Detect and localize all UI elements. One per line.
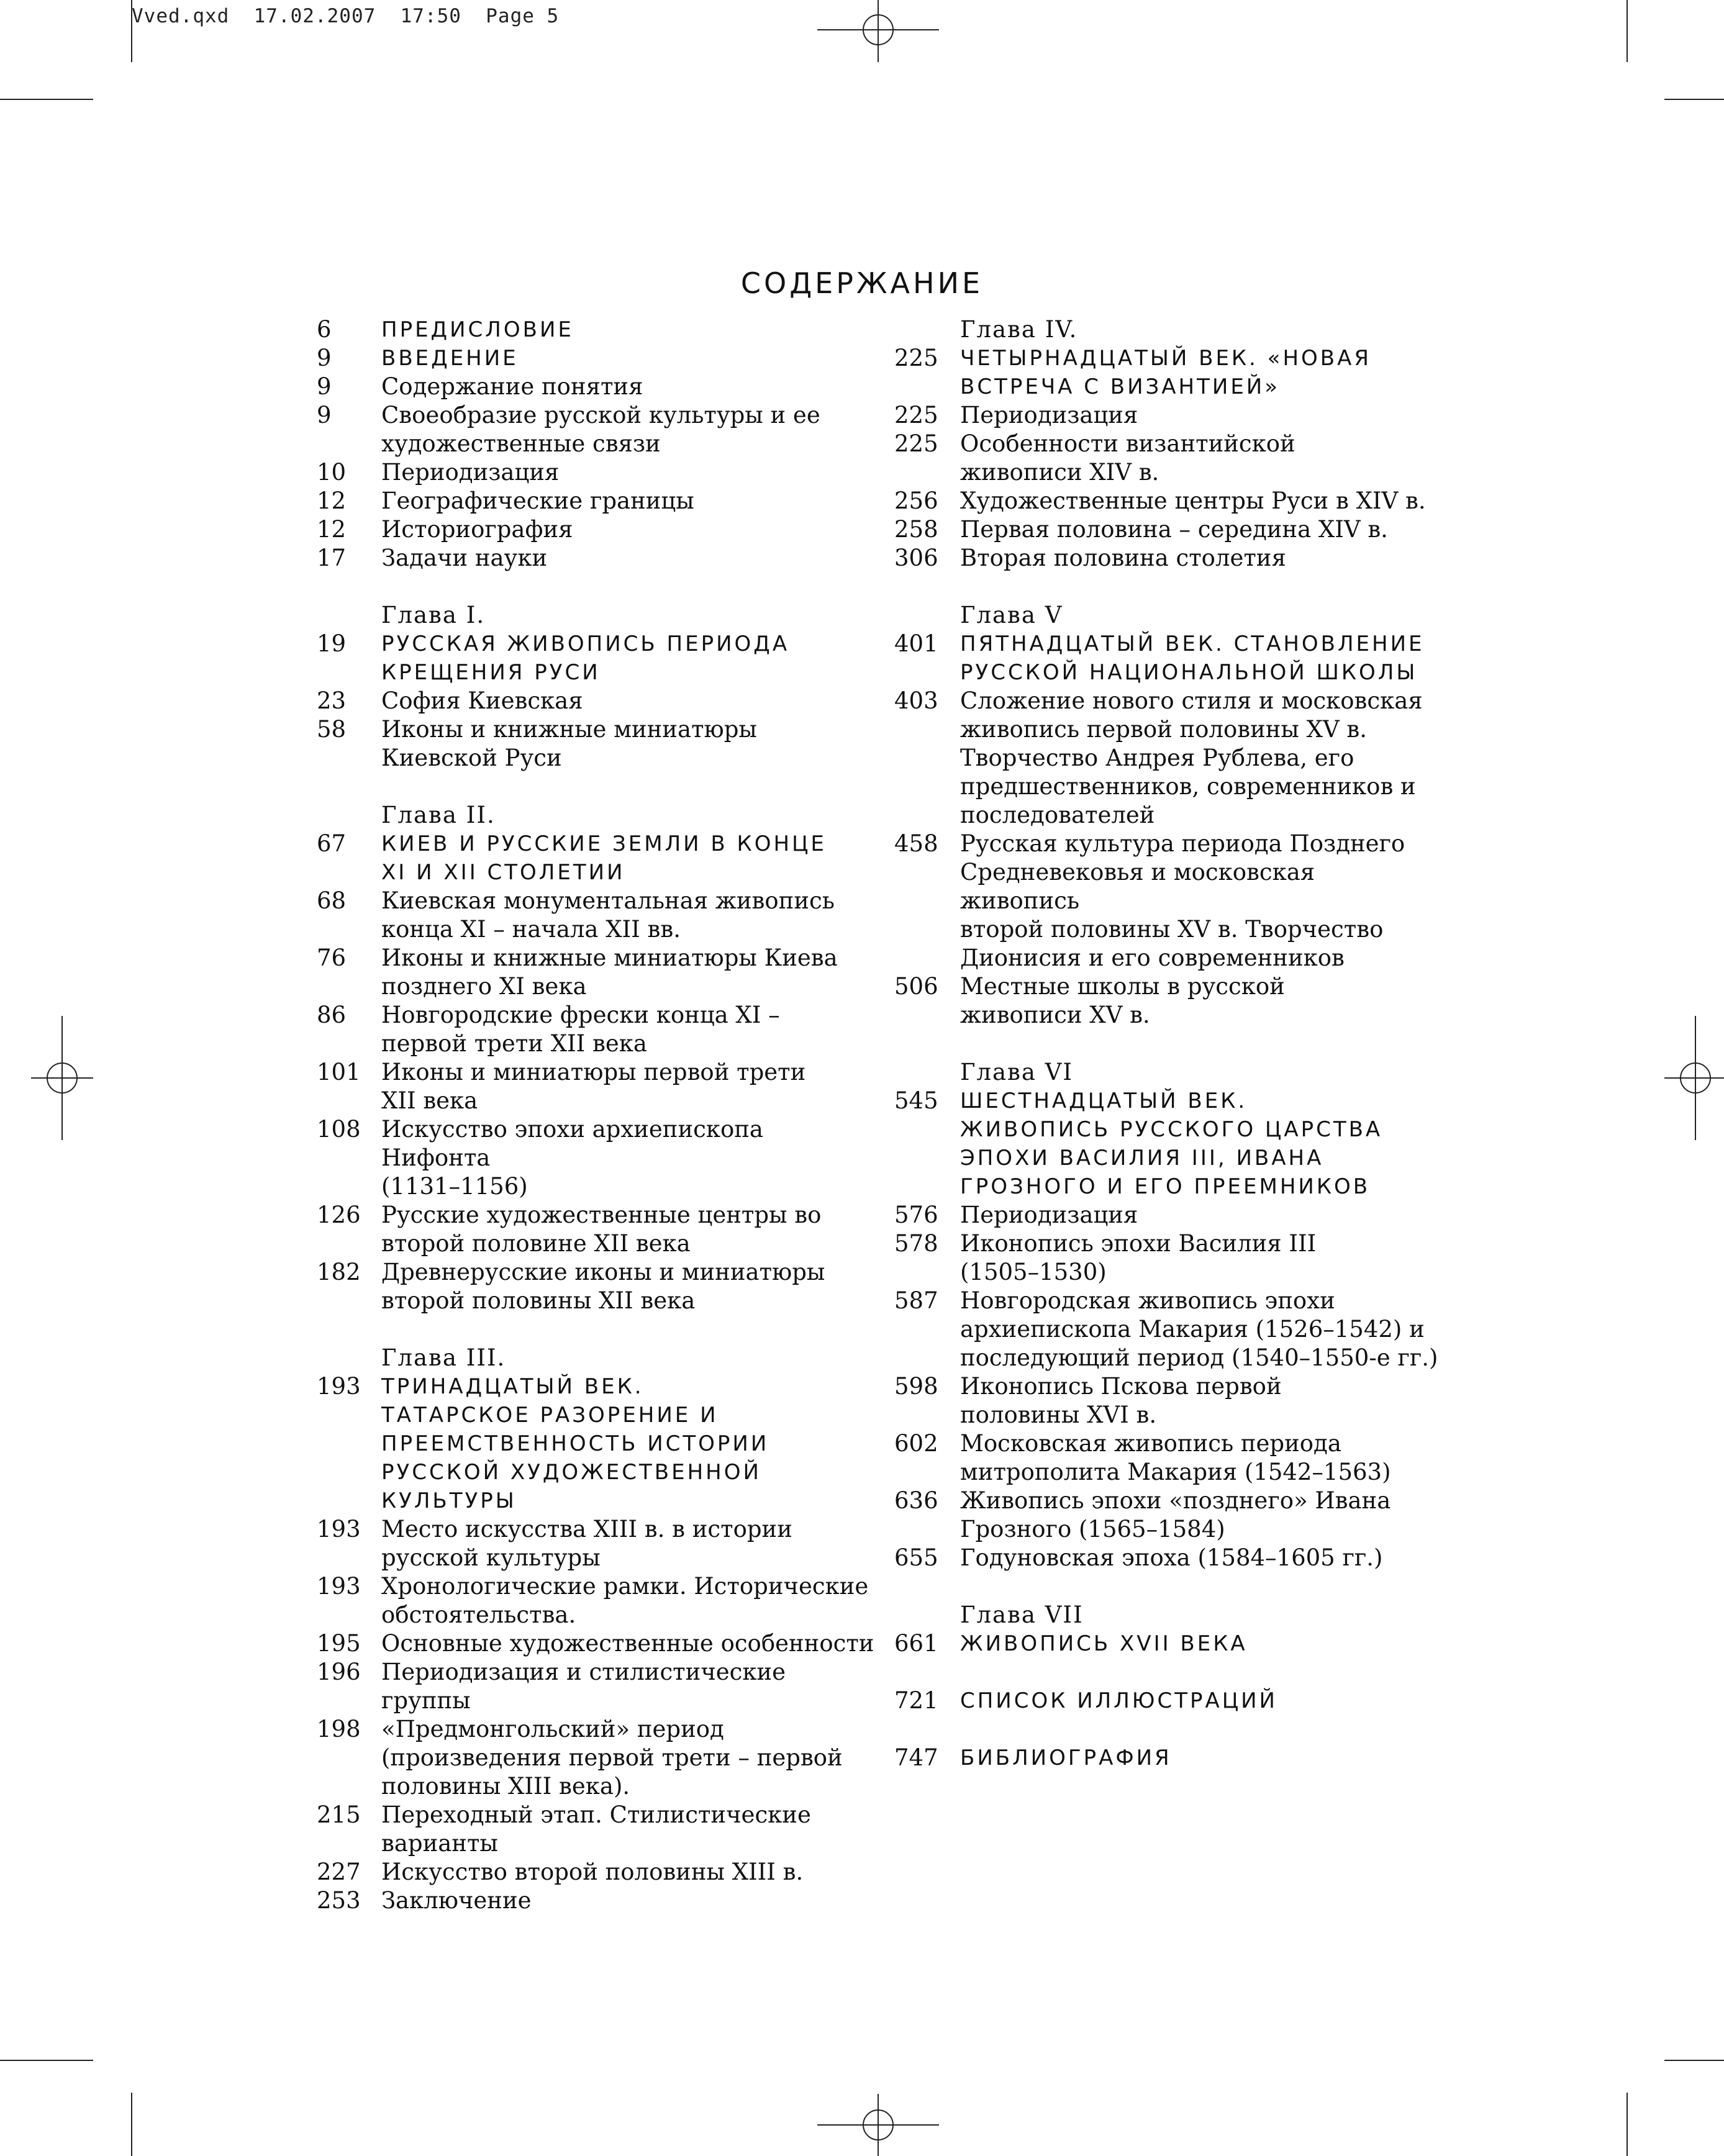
toc-entry-line: позднего XI века [381, 973, 587, 1000]
toc-page-number: 545 [894, 1087, 938, 1114]
toc-entry-line: XI И XII СТОЛЕТИИ [381, 860, 625, 885]
toc-page-number: 506 [894, 973, 938, 1000]
toc-page-number: 19 [317, 630, 347, 657]
toc-page-number: 108 [317, 1116, 361, 1143]
toc-page-number: 721 [894, 1687, 938, 1714]
toc-entry-title [381, 1658, 876, 1715]
toc-entry-title [381, 487, 876, 515]
toc-entry [317, 830, 876, 887]
toc-entry [894, 487, 1441, 515]
toc-entry [317, 1658, 876, 1715]
toc-entry-line: живописи XIV в. [960, 459, 1159, 486]
toc-entry [317, 1858, 876, 1886]
toc-entry-line: Художественные центры Руси в XIV в. [960, 487, 1426, 514]
toc-entry-title [960, 830, 1441, 972]
toc-entry-title [381, 401, 876, 458]
toc-entry-line: Киевская монументальная живопись [381, 887, 835, 914]
toc-entry-line: Своеобразие русской культуры и ее [381, 402, 820, 428]
toc-entry-line: КИЕВ И РУССКИЕ ЗЕМЛИ В КОНЦЕ [381, 831, 827, 856]
toc-entry-line: XII века [381, 1087, 478, 1114]
toc-section-heading [381, 315, 876, 344]
toc-page-number: 193 [317, 1373, 361, 1400]
toc-entry-line: художественные связи [381, 430, 661, 457]
toc-right-column [894, 315, 1441, 1772]
toc-page-number: 6 [317, 316, 332, 343]
toc-entry-line: Новгородская живопись эпохи [960, 1287, 1335, 1314]
toc-page-number: 182 [317, 1259, 361, 1285]
toc-entry-title [960, 687, 1441, 830]
toc-entry [317, 715, 876, 772]
toc-entry-line: Основные художественные особенности [381, 1630, 874, 1657]
page-title: СОДЕРЖАНИЕ [740, 266, 984, 300]
toc-entry-line: Первая половина – середина XIV в. [960, 516, 1388, 543]
toc-entry-line: Историография [381, 516, 573, 543]
toc-entry [317, 487, 876, 515]
toc-entry-line: ЧЕТЫРНАДЦАТЫЙ ВЕК. «НОВАЯ [960, 346, 1372, 371]
toc-page-number: 401 [894, 630, 938, 657]
toc-entry [317, 687, 876, 715]
toc-entry [317, 1572, 876, 1629]
toc-entry-line: Географические границы [381, 487, 694, 514]
toc-entry [894, 1687, 1441, 1715]
toc-entry-line: Иконы и книжные миниатюры [381, 716, 757, 743]
toc-page-number: 195 [317, 1630, 361, 1657]
toc-entry-title [381, 1001, 876, 1058]
toc-page-number: 86 [317, 1002, 347, 1028]
toc-page-number: 9 [317, 373, 332, 400]
toc-entry-title [381, 1715, 876, 1801]
toc-page-number: 225 [894, 345, 938, 371]
toc-entry [894, 401, 1441, 430]
toc-entry-line: (1505–1530) [960, 1259, 1107, 1285]
toc-entry [317, 1629, 876, 1658]
toc-entry [894, 1629, 1441, 1658]
toc-page-number: 76 [317, 944, 347, 971]
toc-entry [317, 1001, 876, 1058]
toc-entry-line: Киевской Руси [381, 745, 562, 771]
toc-page-number: 258 [894, 516, 938, 543]
toc-entry-line: Русская культура периода Позднего [960, 830, 1405, 857]
toc-page-number: 67 [317, 830, 347, 857]
toc-entry [894, 687, 1441, 830]
toc-entry-title [960, 401, 1441, 430]
toc-page-number: 193 [317, 1516, 361, 1542]
toc-entry-title [381, 887, 876, 944]
toc-page-number: 598 [894, 1373, 938, 1400]
toc-entry-line: София Киевская [381, 687, 583, 714]
toc-entry-title [381, 1058, 876, 1115]
chapter-label: Глава VI [960, 1059, 1074, 1085]
toc-entry [894, 544, 1441, 573]
toc-entry-title [960, 1230, 1441, 1287]
toc-entry [317, 401, 876, 458]
toc-section-heading [960, 1744, 1441, 1772]
toc-page-number: 256 [894, 487, 938, 514]
toc-entry [894, 344, 1441, 401]
section-spacer [317, 772, 876, 801]
toc-entry-title [381, 944, 876, 1001]
toc-page-number: 58 [317, 716, 347, 743]
toc-entry [317, 315, 876, 344]
toc-entry [317, 1715, 876, 1801]
toc-entry-line: «Предмонгольский» период [381, 1716, 724, 1742]
toc-entry-line: Годуновская эпоха (1584–1605 гг.) [960, 1544, 1383, 1571]
section-spacer [317, 1315, 876, 1344]
toc-entry-title [960, 1544, 1441, 1572]
chapter-label: Глава VII [960, 1601, 1084, 1628]
toc-section-heading [960, 1087, 1441, 1201]
toc-entry-title [960, 1429, 1441, 1487]
toc-entry-line: живописи XV в. [960, 1002, 1150, 1028]
toc-page-number: 587 [894, 1287, 938, 1314]
toc-entry-line: Иконы и миниатюры первой трети [381, 1059, 806, 1085]
toc-entry-line: (произведения первой трети – первой [381, 1744, 843, 1771]
toc-entry-line: Особенности византийской [960, 430, 1295, 457]
toc-entry [894, 1287, 1441, 1372]
toc-page-number: 9 [317, 402, 332, 428]
toc-entry-line: ВВЕДЕНИЕ [381, 346, 519, 371]
toc-entry-line: Древнерусские иконы и миниатюры [381, 1259, 825, 1285]
toc-page-number: 68 [317, 887, 347, 914]
toc-entry-title [960, 1372, 1441, 1429]
toc-page-number: 215 [317, 1801, 361, 1828]
toc-entry-line: Хронологические рамки. Исторические [381, 1573, 869, 1600]
toc-entry-title [960, 1287, 1441, 1372]
toc-entry-line: ЭПОХИ ВАСИЛИЯ III, ИВАНА [960, 1146, 1324, 1171]
toc-entry-line: второй половины XV в. Творчество [960, 916, 1384, 943]
toc-entry [317, 373, 876, 401]
toc-entry [894, 1487, 1441, 1544]
toc-page-number: 306 [894, 545, 938, 571]
toc-entry-line: Задачи науки [381, 545, 548, 571]
toc-entry-line: половины XIII века). [381, 1773, 630, 1800]
toc-entry [317, 544, 876, 573]
toc-entry-title [381, 1258, 876, 1315]
chapter-label: Глава IV. [960, 316, 1078, 343]
toc-page-number: 193 [317, 1573, 361, 1600]
toc-entry-line: Периодизация и стилистические группы [381, 1659, 786, 1714]
section-spacer [894, 1572, 1441, 1601]
toc-entry-line: БИБЛИОГРАФИЯ [960, 1746, 1172, 1770]
toc-entry-line: Иконопись Пскова первой [960, 1373, 1282, 1400]
toc-entry [317, 344, 876, 373]
toc-entry-line: варианты [381, 1830, 498, 1857]
toc-entry-line: Содержание понятия [381, 373, 643, 400]
toc-entry-line: архиепископа Макария (1526–1542) и [960, 1316, 1425, 1343]
toc-entry-title [381, 1515, 876, 1572]
toc-entry-line: живопись первой половины XV в. [960, 716, 1368, 743]
toc-entry-line: Искусство эпохи архиепископа Нифонта [381, 1116, 763, 1171]
toc-entry-title [381, 515, 876, 544]
toc-entry-line: Сложение нового стиля и московская [960, 687, 1423, 714]
chapter-label: Глава I. [381, 602, 486, 628]
toc-entry [317, 1115, 876, 1201]
toc-entry [317, 515, 876, 544]
chapter-label: Глава III. [381, 1344, 506, 1371]
toc-entry-line: РУССКОЙ НАЦИОНАЛЬНОЙ ШКОЛЫ [960, 660, 1418, 685]
toc-page-number: 12 [317, 487, 347, 514]
print-slug: Vved.qxd 17.02.2007 17:50 Page 5 [132, 5, 560, 27]
toc-entry-line: Иконы и книжные миниатюры Киева [381, 944, 838, 971]
toc-entry-line: Иконопись эпохи Василия III [960, 1230, 1317, 1257]
toc-entry-line: КРЕЩЕНИЯ РУСИ [381, 660, 601, 685]
toc-entry-line: Новгородские фрески конца XI – [381, 1002, 780, 1028]
toc-page-number: 458 [894, 830, 938, 857]
toc-page-number: 196 [317, 1659, 361, 1685]
toc-entry-title [381, 1201, 876, 1258]
toc-entry-line: СПИСОК ИЛЛЮСТРАЦИЙ [960, 1688, 1277, 1713]
section-spacer [894, 573, 1441, 601]
toc-page-number: 23 [317, 687, 347, 714]
toc-entry-line: Периодизация [381, 459, 560, 486]
toc-entry-line: ЖИВОПИСЬ XVII ВЕКА [960, 1631, 1248, 1656]
toc-entry [894, 630, 1441, 687]
toc-page-number: 636 [894, 1487, 938, 1514]
toc-section-heading [381, 1372, 876, 1515]
section-spacer [894, 1715, 1441, 1744]
toc-entry-title [960, 487, 1441, 515]
toc-entry-line: ПРЕЕМСТВЕННОСТЬ ИСТОРИИ [381, 1431, 769, 1456]
toc-entry-line: Средневековья и московская живопись [960, 859, 1315, 914]
toc-entry-line: конца XI – начала XII вв. [381, 916, 681, 943]
toc-page-number: 747 [894, 1744, 938, 1771]
toc-entry-line: Местные школы в русской [960, 973, 1285, 1000]
toc-page-number: 576 [894, 1202, 938, 1228]
toc-entry-line: (1131–1156) [381, 1173, 528, 1200]
toc-page-number: 10 [317, 459, 347, 486]
registration-marks [31, 0, 1724, 2156]
toc-entry-line: РУССКОЙ ХУДОЖЕСТВЕННОЙ [381, 1460, 761, 1485]
toc-entry [317, 944, 876, 1001]
toc-entry-line: ЖИВОПИСЬ РУССКОГО ЦАРСТВА [960, 1117, 1383, 1142]
toc-entry [317, 1801, 876, 1858]
toc-entry-line: КУЛЬТУРЫ [381, 1488, 517, 1513]
toc-page-number: 655 [894, 1544, 938, 1571]
toc-entry-line: ТРИНАДЦАТЫЙ ВЕК. [381, 1374, 644, 1399]
toc-entry-title [381, 544, 876, 573]
toc-entry-line: Грозного (1565–1584) [960, 1516, 1225, 1542]
toc-entry-line: ПЯТНАДЦАТЫЙ ВЕК. СТАНОВЛЕНИЕ [960, 632, 1425, 656]
toc-page-number: 661 [894, 1630, 938, 1657]
toc-entry [894, 1372, 1441, 1429]
toc-entry-line: русской культуры [381, 1544, 601, 1571]
toc-entry-line: последователей [960, 802, 1155, 828]
toc-entry-title [960, 1201, 1441, 1230]
toc-entry-title [960, 972, 1441, 1030]
toc-entry [894, 1544, 1441, 1572]
toc-page-number: 602 [894, 1430, 938, 1457]
toc-entry [894, 972, 1441, 1030]
toc-section-heading [381, 344, 876, 373]
toc-section-heading [960, 344, 1441, 401]
toc-page-number: 227 [317, 1859, 361, 1885]
toc-entry [894, 1230, 1441, 1287]
toc-entry-title [381, 1886, 876, 1915]
chapter-label: Глава V [960, 602, 1063, 628]
toc-page-number: 126 [317, 1202, 361, 1228]
toc-page-number: 17 [317, 545, 347, 571]
toc-entry [894, 830, 1441, 972]
toc-page-number: 101 [317, 1059, 361, 1085]
toc-entry [317, 1058, 876, 1115]
toc-entry [317, 887, 876, 944]
toc-entry-line: ГРОЗНОГО И ЕГО ПРЕЕМНИКОВ [960, 1174, 1371, 1199]
toc-section-heading [381, 630, 876, 687]
toc-entry [317, 458, 876, 487]
toc-entry-line: ТАТАРСКОЕ РАЗОРЕНИЕ И [381, 1403, 719, 1428]
toc-entry-line: ПРЕДИСЛОВИЕ [381, 317, 574, 342]
toc-entry-line: Место искусства XIII в. в истории [381, 1516, 792, 1542]
section-spacer [894, 1658, 1441, 1687]
toc-section-heading [960, 1687, 1441, 1715]
toc-entry-title [960, 544, 1441, 573]
toc-entry-line: последующий период (1540–1550-е гг.) [960, 1344, 1438, 1371]
toc-entry-title [960, 1487, 1441, 1544]
toc-entry-line: Заключение [381, 1887, 532, 1914]
toc-entry-line: РУССКАЯ ЖИВОПИСЬ ПЕРИОДА [381, 632, 790, 656]
toc-section-heading [381, 830, 876, 887]
section-spacer [317, 573, 876, 601]
section-spacer [894, 1030, 1441, 1058]
toc-entry [894, 1429, 1441, 1487]
toc-entry-line: Творчество Андрея Рублева, его [960, 745, 1354, 771]
toc-section-heading [960, 1629, 1441, 1658]
toc-page-number: 198 [317, 1716, 361, 1742]
toc-page-number: 225 [894, 430, 938, 457]
toc-entry [894, 430, 1441, 487]
toc-entry-title [381, 1629, 876, 1658]
toc-entry-title [381, 715, 876, 772]
toc-entry-line: ШЕСТНАДЦАТЫЙ ВЕК. [960, 1089, 1248, 1113]
toc-entry [894, 515, 1441, 544]
toc-entry [317, 1372, 876, 1515]
toc-entry-title [381, 687, 876, 715]
toc-entry [894, 1201, 1441, 1230]
toc-page-number: 578 [894, 1230, 938, 1257]
toc-entry-line: Искусство второй половины XIII в. [381, 1859, 804, 1885]
toc-entry [894, 1087, 1441, 1201]
toc-entry-line: Живопись эпохи «позднего» Ивана [960, 1487, 1391, 1514]
toc-entry-line: митрополита Макария (1542–1563) [960, 1459, 1391, 1485]
toc-entry [894, 1744, 1441, 1772]
toc-entry-title [960, 515, 1441, 544]
toc-entry-line: первой трети XII века [381, 1030, 647, 1057]
toc-entry-line: Дионисия и его современников [960, 944, 1345, 971]
toc-entry [317, 1515, 876, 1572]
toc-entry-title [381, 458, 876, 487]
toc-entry [317, 1201, 876, 1258]
toc-entry [317, 1258, 876, 1315]
toc-page-number: 225 [894, 402, 938, 428]
toc-page-number: 253 [317, 1887, 361, 1914]
toc-entry-title [381, 1858, 876, 1886]
toc-entry-line: Русские художественные центры во [381, 1202, 822, 1228]
toc-entry-line: Вторая половина столетия [960, 545, 1286, 571]
toc-entry-line: обстоятельства. [381, 1601, 576, 1628]
toc-entry-line: Периодизация [960, 1202, 1138, 1228]
toc-entry-title [381, 1115, 876, 1201]
toc-page-number: 403 [894, 687, 938, 714]
toc-entry-line: половины XVI в. [960, 1402, 1157, 1428]
chapter-label: Глава II. [381, 802, 496, 828]
toc-entry-line: второй половины XII века [381, 1287, 696, 1314]
toc-entry [317, 630, 876, 687]
toc-entry-line: предшественников, современников и [960, 773, 1416, 800]
toc-entry-line: Московская живопись периода [960, 1430, 1341, 1457]
toc-entry-title [960, 430, 1441, 487]
toc-entry-line: Переходный этап. Стилистические [381, 1801, 811, 1828]
toc-page-number: 9 [317, 345, 332, 371]
toc-entry-title [381, 1801, 876, 1858]
toc-entry-title [381, 373, 876, 401]
toc-entry-line: Периодизация [960, 402, 1138, 428]
toc-entry-title [381, 1572, 876, 1629]
toc-entry [317, 1886, 876, 1915]
toc-page-number: 12 [317, 516, 347, 543]
toc-entry-line: ВСТРЕЧА С ВИЗАНТИЕЙ» [960, 374, 1281, 399]
toc-left-column [317, 315, 876, 1915]
toc-section-heading [960, 630, 1441, 687]
toc-entry-line: второй половине XII века [381, 1230, 691, 1257]
